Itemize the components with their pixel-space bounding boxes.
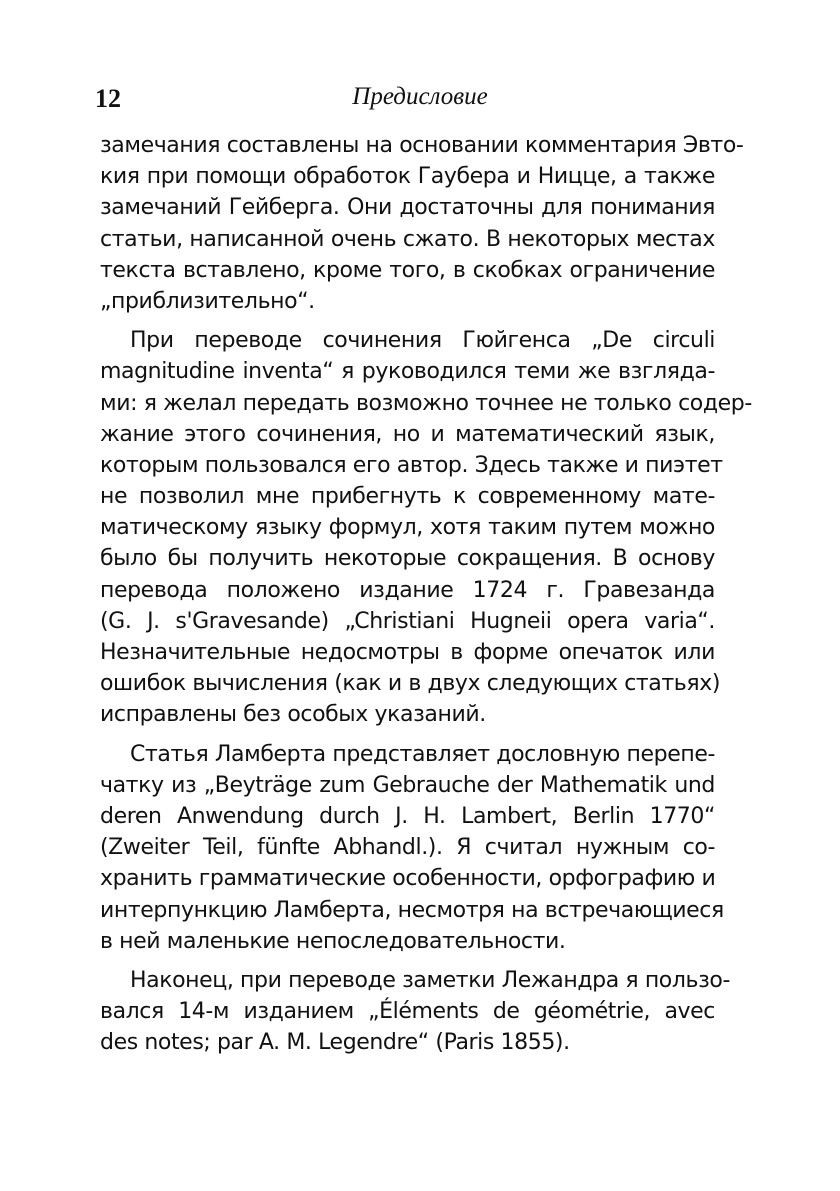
paragraph-2 [100,325,752,730]
text-line: текста вставлено, кроме того, в скобках ограничение [100,257,715,283]
text-line: „приблизительно“. [100,288,315,314]
text-line: исправлены без особых указаний. [100,702,486,728]
text-line: des notes; par A. M. Legendre“ (Paris 1855). [100,1030,570,1056]
text-line: чатку из „Beyträge zum Gebrauche der Mathematik und [100,772,715,798]
text-line: в ней маленькие непоследовательности. [100,928,566,954]
text-line: Незначительные недосмотры в форме опечаток или [100,640,715,665]
running-head: Предисловие [352,83,488,110]
text-line: deren Anwendung durch J. H. Lambert, Berlin 1770“ [100,803,715,829]
text-line: не позволил мне прибегнуть к современному мате- [100,484,715,510]
page-number: 12 [95,84,121,113]
text-line: замечания составлены на основании комментария Эвто- [100,133,744,158]
text-line: вался 14-м изданием „Éléments de géométrie, avec [100,999,715,1025]
text-line: замечаний Гейберга. Они достаточны для понимания [100,195,715,221]
body-text [100,130,752,1066]
paragraph-1 [100,130,744,317]
text-line: ошибок вычисления (как и в двух следующих статьях) [100,671,721,697]
text-line: перевода положено издание 1724 г. Гравезанда [100,577,715,603]
paragraph-4 [100,965,730,1059]
text-line: При переводе сочинения Гюйгенса „De circuli [130,328,715,354]
text-line: кия при помощи обработок Гаубера и Ницце, а также [100,164,715,190]
text-line: (Zweiter Teil, fünfte Abhandl.). Я считал нужным со- [100,835,715,861]
text-line: статьи, написанной очень сжато. В некоторых местах [100,226,715,252]
text-line: хранить грамматические особенности, орфографию и [100,866,716,892]
text-line: Статья Ламберта представляет дословную перепе- [130,741,715,767]
text-line: Наконец, при переводе заметки Лежандра я пользо- [130,967,730,993]
text-line: ми: я желал передать возможно точнее не только содер- [100,390,752,416]
text-line: было бы получить некоторые сокращения. В основу [100,546,715,572]
text-line: жание этого сочинения, но и математический язык, [100,421,715,447]
text-line: интерпункцию Ламберта, несмотря на встречающиеся [100,897,724,923]
text-line: (G. J. s'Gravesande) „Christiani Hugneii opera varia“. [100,608,715,634]
paragraph-3 [100,739,724,957]
text-line: magnitudine inventa“ я руководился теми же взгляда- [100,359,715,385]
text-line: которым пользовался его автор. Здесь также и пиэтет [100,452,723,478]
text-line: матическому языку формул, хотя таким путем можно [100,515,715,541]
